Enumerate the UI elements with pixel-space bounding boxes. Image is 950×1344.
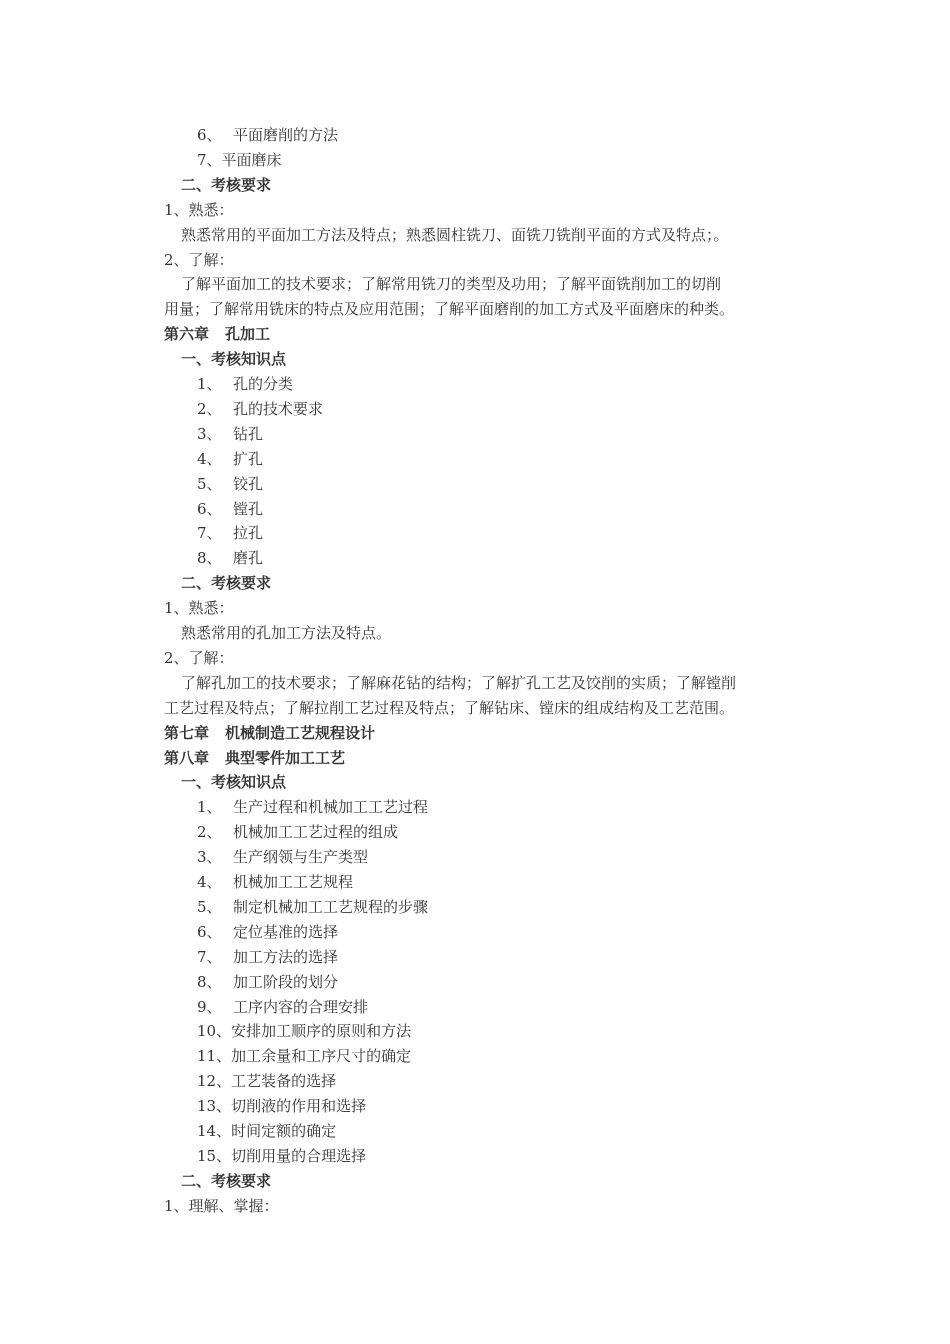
list-item xyxy=(0,372,950,396)
list-item xyxy=(0,995,950,1019)
list-item-text: 生产过程和机械加工工艺过程 xyxy=(233,798,429,817)
list-item xyxy=(0,148,950,172)
list-item-number: 6、 xyxy=(197,922,222,941)
list-item xyxy=(0,795,950,819)
list-item-number: 14、 xyxy=(197,1122,232,1140)
list-item-text: 加工余量和工序尺寸的确定 xyxy=(231,1047,412,1066)
list-item xyxy=(0,970,950,994)
list-item-number: 2、 xyxy=(197,399,222,418)
list-item xyxy=(0,1094,950,1118)
list-item xyxy=(0,447,950,471)
list-item xyxy=(0,397,950,421)
list-item-text: 孔的技术要求 xyxy=(233,399,324,418)
chapter-heading xyxy=(0,721,950,745)
list-item xyxy=(0,1144,950,1168)
chapter-heading xyxy=(0,322,950,346)
list-item xyxy=(0,920,950,944)
list-item-text: 磨孔 xyxy=(233,549,264,568)
list-item-number: 1、 xyxy=(197,375,222,393)
list-item-number: 12、 xyxy=(197,1072,232,1091)
subsection-label: 1、理解、掌握： xyxy=(164,1196,279,1215)
list-item-number: 7、 xyxy=(197,947,222,966)
subsection-label: 2、了解： xyxy=(164,250,234,269)
list-item-number: 7、 xyxy=(197,524,222,543)
list-item-text: 制定机械加工工艺规程的步骤 xyxy=(233,897,429,916)
list-item-text: 安排加工顺序的原则和方法 xyxy=(231,1022,412,1041)
list-item-text: 切削用量的合理选择 xyxy=(231,1146,367,1165)
list-item-number: 4、 xyxy=(197,449,222,468)
paragraph-text: 熟悉常用的孔加工方法及特点。 xyxy=(181,624,392,642)
list-item-text: 时间定额的确定 xyxy=(231,1122,337,1140)
list-item-text: 切削液的作用和选择 xyxy=(231,1097,367,1116)
list-item-text: 工序内容的合理安排 xyxy=(233,997,369,1016)
list-item-number: 5、 xyxy=(197,474,222,493)
chapter-number: 第六章 xyxy=(164,325,210,344)
list-item-text: 工艺装备的选择 xyxy=(231,1072,337,1091)
chapter-title: 孔加工 xyxy=(225,325,271,344)
paragraph-text: 用量；了解常用铣床的特点及应用范围；了解平面磨削的加工方式及平面磨床的种类。 xyxy=(164,300,735,319)
list-item xyxy=(0,895,950,919)
list-item-text: 加工阶段的划分 xyxy=(233,972,339,991)
list-item-text: 生产纲领与生产类型 xyxy=(233,848,369,867)
chapter-title: 机械制造工艺规程设计 xyxy=(225,723,376,742)
subsection-label: 1、熟悉： xyxy=(164,599,234,618)
list-item-number: 3、 xyxy=(197,848,222,867)
list-item-number: 6、 xyxy=(197,499,222,518)
list-item xyxy=(0,1069,950,1093)
subsection-label: 1、熟悉： xyxy=(164,200,234,219)
list-item xyxy=(0,123,950,147)
list-item-text: 加工方法的选择 xyxy=(233,947,339,966)
list-item xyxy=(0,1119,950,1143)
list-item xyxy=(0,870,950,894)
list-item-number: 9、 xyxy=(197,997,222,1016)
list-item xyxy=(0,1044,950,1068)
list-item-number: 8、 xyxy=(197,549,222,568)
section-heading: 一、考核知识点 xyxy=(181,773,287,792)
list-item-text: 铰孔 xyxy=(233,474,264,493)
list-item xyxy=(0,820,950,844)
paragraph-text: 熟悉常用的平面加工方法及特点；熟悉圆柱铣刀、面铣刀铣削平面的方式及特点；。 xyxy=(181,225,729,244)
list-item xyxy=(0,546,950,570)
list-item-number: 5、 xyxy=(197,897,222,916)
chapter-number: 第八章 xyxy=(164,748,210,767)
paragraph-text: 工艺过程及特点；了解拉削工艺过程及特点；了解钻床、镗床的组成结构及工艺范围。 xyxy=(164,698,735,717)
list-item xyxy=(0,497,950,521)
chapter-heading xyxy=(0,746,950,770)
list-item-text: 拉孔 xyxy=(233,524,264,543)
list-item-number: 11、 xyxy=(197,1047,232,1066)
list-item-text: 扩孔 xyxy=(233,449,264,468)
list-item-number: 15、 xyxy=(197,1146,232,1165)
list-item xyxy=(0,521,950,545)
chapter-number: 第七章 xyxy=(164,723,210,742)
list-item-text: 定位基准的选择 xyxy=(233,922,339,941)
list-item xyxy=(0,945,950,969)
list-item-text: 平面磨削的方法 xyxy=(233,126,339,144)
list-item xyxy=(0,472,950,496)
list-item xyxy=(0,845,950,869)
list-item-number: 2、 xyxy=(197,823,222,842)
list-item-text: 镗孔 xyxy=(233,499,264,518)
paragraph-text: 了解平面加工的技术要求；了解常用铣刀的类型及功用；了解平面铣削加工的切削 xyxy=(181,275,722,294)
list-item-number: 10、 xyxy=(197,1022,232,1041)
section-heading: 二、考核要求 xyxy=(181,574,272,593)
list-item xyxy=(0,422,950,446)
list-item-text: 钻孔 xyxy=(233,424,264,443)
chapter-title: 典型零件加工工艺 xyxy=(225,748,346,767)
list-item-number: 13、 xyxy=(197,1097,232,1116)
list-item xyxy=(0,1019,950,1043)
section-heading: 一、考核知识点 xyxy=(181,350,287,369)
section-heading: 二、考核要求 xyxy=(181,175,272,194)
list-item-number: 3、 xyxy=(197,424,222,443)
list-item-text: 机械加工工艺过程的组成 xyxy=(233,823,399,842)
paragraph-text: 了解孔加工的技术要求；了解麻花钻的结构；了解扩孔工艺及饺削的实质；了解镗削 xyxy=(181,673,737,692)
list-item-text: 孔的分类 xyxy=(233,375,294,393)
section-heading: 二、考核要求 xyxy=(181,1171,272,1190)
list-item-number: 4、 xyxy=(197,873,222,891)
list-item-number: 8、 xyxy=(197,972,222,991)
list-item-text: 机械加工工艺规程 xyxy=(233,873,354,891)
list-item-number: 6、 xyxy=(197,126,222,144)
list-item-number: 7、 xyxy=(197,150,222,169)
list-item-number: 1、 xyxy=(197,798,222,817)
list-item-text: 平面磨床 xyxy=(221,150,282,169)
subsection-label: 2、了解： xyxy=(164,648,234,667)
